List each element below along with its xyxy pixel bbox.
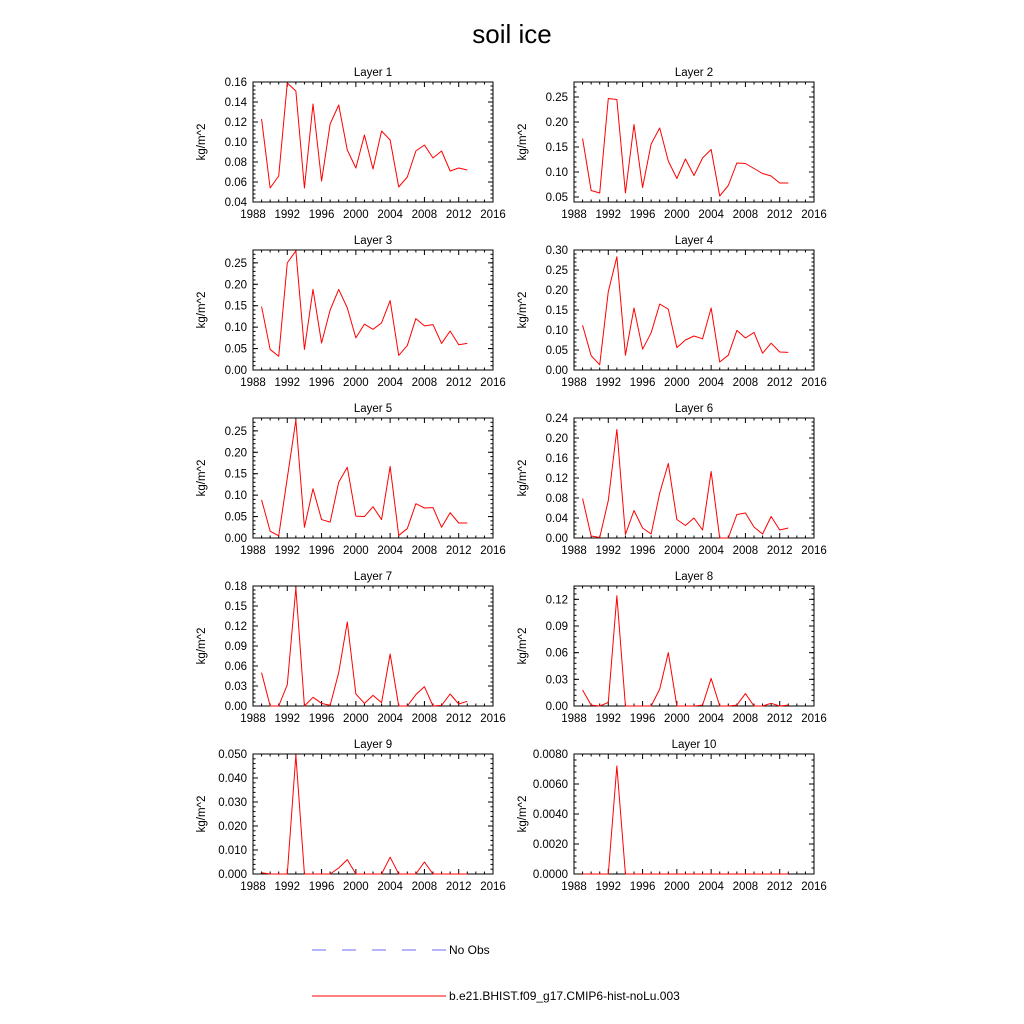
x-tick-label: 1992 — [595, 377, 622, 389]
x-tick-label: 2016 — [801, 209, 827, 221]
x-tick-label: 2004 — [377, 377, 403, 389]
y-tick-label: 0.0000 — [532, 869, 568, 881]
y-tick-label: 0.20 — [224, 279, 247, 292]
x-tick-label: 2000 — [343, 713, 369, 725]
y-tick-label: 0.0020 — [532, 839, 568, 851]
y-tick-label: 0.15 — [224, 300, 247, 313]
x-tick-label: 1992 — [274, 881, 301, 893]
x-tick-label: 2008 — [732, 713, 759, 725]
x-tick-label: 1996 — [308, 545, 335, 557]
y-tick-label: 0.04 — [545, 513, 568, 525]
x-tick-label: 1988 — [240, 545, 266, 557]
y-tick-label: 0.0080 — [532, 749, 568, 761]
x-tick-label: 1988 — [561, 545, 587, 557]
plot-frame — [253, 418, 493, 538]
x-tick-label: 2008 — [411, 545, 438, 557]
panel-layer-7 — [196, 571, 506, 725]
x-tick-label: 1996 — [308, 713, 335, 725]
y-tick-label: 0.09 — [545, 621, 568, 633]
y-axis-label: kg/m^2 — [196, 459, 208, 497]
panel-title: Layer 4 — [674, 235, 714, 247]
x-tick-label: 1996 — [629, 881, 656, 893]
y-tick-label: 0.03 — [545, 674, 568, 687]
x-tick-label: 1996 — [308, 377, 335, 389]
x-tick-label: 2012 — [766, 545, 793, 557]
y-tick-label: 0.040 — [218, 773, 247, 785]
x-tick-label: 2016 — [480, 377, 506, 389]
y-tick-label: 0.00 — [224, 533, 247, 545]
x-tick-label: 2016 — [480, 713, 506, 725]
plot-frame — [574, 82, 814, 202]
y-tick-label: 0.10 — [545, 325, 568, 337]
figure-title: soil ice — [472, 19, 552, 49]
x-tick-label: 2004 — [377, 881, 403, 893]
x-tick-label: 2008 — [732, 209, 759, 221]
panel-title: Layer 8 — [674, 571, 714, 583]
plot-frame — [253, 250, 493, 370]
y-tick-label: 0.030 — [218, 797, 247, 809]
x-tick-label: 1992 — [595, 545, 622, 557]
y-tick-label: 0.0060 — [532, 779, 568, 791]
plot-frame — [253, 586, 493, 706]
legend-label-no-obs: No Obs — [449, 943, 490, 957]
x-tick-label: 2008 — [732, 377, 759, 389]
panel-layer-4 — [517, 235, 827, 389]
y-tick-label: 0.06 — [224, 177, 247, 189]
y-tick-label: 0.30 — [545, 245, 568, 257]
plot-frame — [253, 82, 493, 202]
x-tick-label: 2016 — [801, 881, 827, 893]
x-tick-label: 2000 — [664, 209, 690, 221]
x-tick-label: 2008 — [411, 881, 438, 893]
y-tick-label: 0.16 — [545, 453, 568, 465]
y-tick-label: 0.15 — [545, 305, 568, 317]
plot-frame — [574, 586, 814, 706]
y-axis-label: kg/m^2 — [517, 795, 529, 833]
y-tick-label: 0.09 — [224, 641, 247, 653]
x-tick-label: 2004 — [698, 713, 724, 725]
x-tick-label: 1992 — [274, 545, 301, 557]
y-tick-label: 0.10 — [224, 322, 247, 335]
y-tick-label: 0.12 — [224, 621, 247, 633]
x-tick-label: 2000 — [664, 713, 690, 725]
x-tick-label: 2012 — [766, 209, 793, 221]
y-tick-label: 0.05 — [545, 345, 568, 357]
x-tick-label: 2008 — [411, 713, 438, 725]
y-tick-label: 0.00 — [545, 701, 568, 713]
panel-layer-3 — [196, 235, 506, 389]
x-tick-label: 1996 — [308, 881, 335, 893]
x-tick-label: 1988 — [561, 881, 587, 893]
legend — [312, 943, 680, 1003]
x-tick-label: 2012 — [445, 209, 472, 221]
y-tick-label: 0.020 — [218, 821, 247, 833]
y-tick-label: 0.14 — [224, 97, 247, 109]
x-tick-label: 2012 — [445, 377, 472, 389]
panel-title: Layer 6 — [674, 403, 714, 415]
x-tick-label: 1988 — [561, 209, 587, 221]
y-tick-label: 0.05 — [224, 343, 247, 356]
y-tick-label: 0.08 — [224, 157, 247, 169]
y-axis-label: kg/m^2 — [517, 291, 529, 329]
x-tick-label: 1992 — [274, 713, 301, 725]
y-tick-label: 0.20 — [545, 285, 568, 297]
x-tick-label: 2000 — [343, 545, 369, 557]
x-tick-label: 1996 — [629, 209, 656, 221]
x-tick-label: 1992 — [274, 377, 301, 389]
panel-layer-10 — [517, 739, 827, 893]
panel-layer-2 — [517, 67, 827, 221]
y-tick-label: 0.00 — [545, 365, 568, 377]
series-line-model — [583, 257, 789, 365]
y-axis-label: kg/m^2 — [196, 627, 208, 665]
panel-layer-9 — [196, 739, 506, 893]
y-tick-label: 0.18 — [224, 581, 247, 593]
y-tick-label: 0.10 — [224, 490, 247, 503]
x-tick-label: 2000 — [343, 881, 369, 893]
y-axis-label: kg/m^2 — [196, 123, 208, 161]
x-tick-label: 2008 — [411, 209, 438, 221]
y-tick-label: 0.12 — [224, 117, 247, 129]
y-tick-label: 0.0040 — [532, 809, 568, 821]
panel-title: Layer 1 — [353, 67, 393, 79]
x-tick-label: 1996 — [629, 377, 656, 389]
y-tick-label: 0.08 — [545, 493, 568, 505]
y-tick-label: 0.20 — [545, 117, 568, 129]
x-tick-label: 2004 — [377, 545, 403, 557]
x-tick-label: 1992 — [274, 209, 301, 221]
x-tick-label: 2012 — [445, 881, 472, 893]
x-tick-label: 2012 — [445, 545, 472, 557]
y-axis-label: kg/m^2 — [196, 795, 208, 833]
x-tick-label: 2000 — [664, 881, 690, 893]
y-axis-label: kg/m^2 — [517, 123, 529, 161]
y-tick-label: 0.16 — [224, 77, 247, 89]
y-tick-label: 0.00 — [224, 701, 247, 713]
y-tick-label: 0.05 — [224, 511, 247, 524]
y-tick-label: 0.010 — [218, 845, 247, 857]
x-tick-label: 2012 — [766, 713, 793, 725]
x-tick-label: 2004 — [698, 881, 724, 893]
x-tick-label: 2008 — [732, 545, 759, 557]
x-tick-label: 1996 — [629, 545, 656, 557]
y-tick-label: 0.20 — [224, 447, 247, 460]
x-tick-label: 2016 — [801, 713, 827, 725]
x-tick-label: 1988 — [240, 881, 266, 893]
y-tick-label: 0.00 — [224, 365, 247, 377]
y-tick-label: 0.15 — [224, 601, 247, 613]
y-tick-label: 0.25 — [224, 425, 247, 438]
x-tick-label: 2016 — [480, 881, 506, 893]
series-line-model — [262, 588, 468, 706]
x-tick-label: 1988 — [240, 209, 266, 221]
panel-layer-8 — [517, 571, 827, 725]
y-tick-label: 0.25 — [545, 265, 568, 277]
x-tick-label: 1992 — [595, 881, 622, 893]
x-tick-label: 2016 — [480, 209, 506, 221]
panel-title: Layer 10 — [671, 739, 717, 751]
x-tick-label: 2016 — [480, 545, 506, 557]
series-line-model — [583, 596, 789, 706]
y-axis-label: kg/m^2 — [517, 459, 529, 497]
x-tick-label: 2000 — [343, 377, 369, 389]
y-tick-label: 0.050 — [218, 749, 247, 761]
x-tick-label: 2004 — [377, 713, 403, 725]
x-tick-label: 1992 — [595, 713, 622, 725]
x-tick-label: 1992 — [595, 209, 622, 221]
x-tick-label: 2004 — [698, 545, 724, 557]
y-tick-label: 0.15 — [224, 468, 247, 481]
y-tick-label: 0.04 — [224, 197, 247, 209]
y-tick-label: 0.05 — [545, 192, 568, 204]
panel-title: Layer 7 — [353, 571, 393, 583]
x-tick-label: 2008 — [411, 377, 438, 389]
x-tick-label: 2000 — [664, 377, 690, 389]
series-line-model — [262, 251, 468, 356]
y-tick-label: 0.000 — [218, 869, 247, 881]
x-tick-label: 2016 — [801, 545, 827, 557]
x-tick-label: 2012 — [445, 713, 472, 725]
series-line-model — [583, 99, 789, 197]
panel-title: Layer 3 — [353, 235, 393, 247]
y-tick-label: 0.00 — [545, 533, 568, 545]
x-tick-label: 1988 — [240, 713, 266, 725]
series-line-model — [583, 430, 789, 539]
y-tick-label: 0.15 — [545, 142, 568, 154]
x-tick-label: 2004 — [698, 209, 724, 221]
plot-frame — [574, 250, 814, 370]
x-tick-label: 2012 — [766, 881, 793, 893]
y-tick-label: 0.06 — [224, 661, 247, 673]
series-line-model — [583, 766, 789, 874]
series-line-model — [262, 420, 468, 536]
x-tick-label: 2004 — [377, 209, 403, 221]
panel-grid — [196, 67, 827, 893]
y-tick-label: 0.25 — [224, 257, 247, 270]
x-tick-label: 1988 — [561, 377, 587, 389]
x-tick-label: 1988 — [561, 713, 587, 725]
y-tick-label: 0.12 — [545, 594, 568, 607]
x-tick-label: 2012 — [766, 377, 793, 389]
y-tick-label: 0.10 — [224, 137, 247, 149]
x-tick-label: 2016 — [801, 377, 827, 389]
panel-title: Layer 2 — [674, 67, 714, 79]
y-tick-label: 0.12 — [545, 473, 568, 485]
series-line-model — [262, 83, 468, 188]
x-tick-label: 1988 — [240, 377, 266, 389]
legend-label-model: b.e21.BHIST.f09_g17.CMIP6-hist-noLu.003 — [449, 989, 680, 1003]
y-tick-label: 0.25 — [545, 92, 568, 104]
x-tick-label: 2000 — [664, 545, 690, 557]
y-axis-label: kg/m^2 — [517, 627, 529, 665]
panel-layer-5 — [196, 403, 506, 557]
y-tick-label: 0.03 — [224, 681, 247, 693]
x-tick-label: 2004 — [698, 377, 724, 389]
y-tick-label: 0.24 — [545, 413, 568, 425]
x-tick-label: 1996 — [629, 713, 656, 725]
panel-title: Layer 9 — [353, 739, 393, 751]
x-tick-label: 1996 — [308, 209, 335, 221]
y-tick-label: 0.06 — [545, 647, 568, 660]
x-tick-label: 2000 — [343, 209, 369, 221]
panel-title: Layer 5 — [353, 403, 393, 415]
x-tick-label: 2008 — [732, 881, 759, 893]
y-tick-label: 0.20 — [545, 433, 568, 445]
panel-layer-1 — [196, 67, 506, 221]
y-tick-label: 0.10 — [545, 167, 568, 179]
series-line-model — [262, 755, 468, 874]
panel-layer-6 — [517, 403, 827, 557]
plot-frame — [574, 418, 814, 538]
y-axis-label: kg/m^2 — [196, 291, 208, 329]
